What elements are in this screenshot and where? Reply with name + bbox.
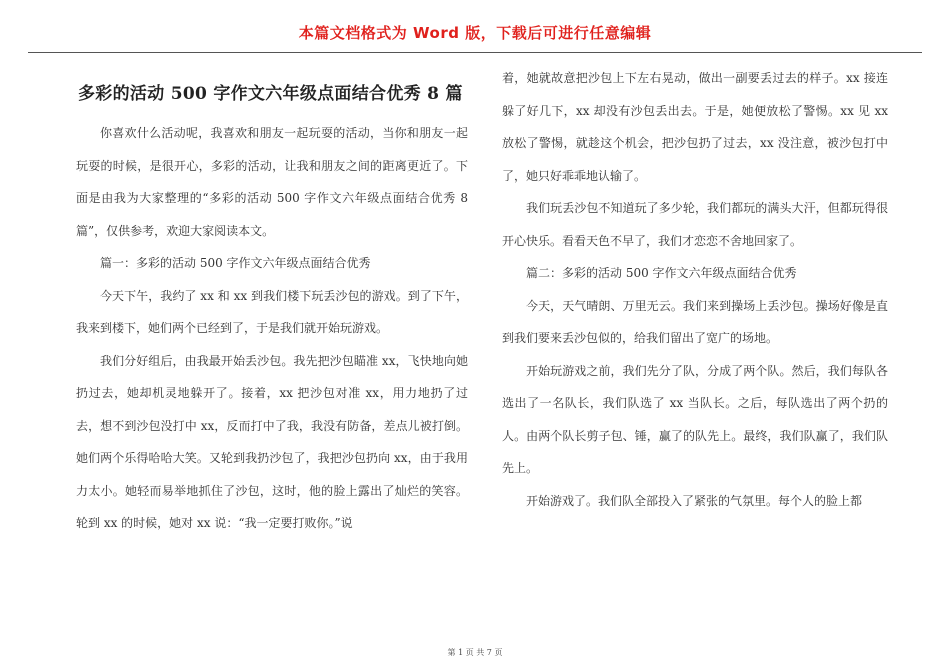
section-heading-1: 篇一：多彩的活动 500 字作文六年级点面结合优秀: [100, 256, 371, 270]
body-paragraph: 我们玩丢沙包不知道玩了多少轮，我们都玩的满头大汗，但都玩得很开心快乐。看看天色不早了，我们才恋恋不舍地回家了。: [502, 201, 888, 248]
body-paragraph: 今天下午，我约了 xx 和 xx 到我们楼下玩丢沙包的游戏。到了下午，我来到楼下，她们两个已经到了，于是我们就开始玩游戏。: [76, 288, 468, 335]
section-heading-2: 篇二：多彩的活动 500 字作文六年级点面结合优秀: [526, 266, 797, 280]
edit-notice-banner: 本篇文档格式为 Word 版，下载后可进行任意编辑: [298, 24, 652, 42]
body-paragraph: 今天，天气晴朗、万里无云。我们来到操场上丢沙包。操场好像是直到我们要来丢沙包似的，给我们留出了宽广的场地。: [502, 298, 888, 345]
body-paragraph: 开始玩游戏之前，我们先分了队，分成了两个队。然后，我们每队各选出了一名队长，我们队选了 xx 当队长。之后，每队选出了两个扔的人。由两个队长剪子包、锤，赢了的队先上。最终，我们队赢了，我们队先上。: [502, 363, 888, 475]
intro-paragraph: 你喜欢什么活动呢，我喜欢和朋友一起玩耍的活动，当你和朋友一起玩耍的时候，是很开心，多彩的活动，让我和朋友之间的距离更近了。下面是由我为大家整理的“多彩的活动 500 字作文六年级点面结合优秀 8 篇”，仅供参考，欢迎大家阅读本文。: [76, 126, 468, 238]
header-rule: [28, 52, 922, 53]
left-column: [76, 117, 468, 540]
right-column: [502, 62, 888, 517]
page-number: 第 1 页 共 7 页: [447, 648, 503, 657]
document-title: 多彩的活动 500 字作文六年级点面结合优秀 8 篇: [78, 84, 463, 104]
body-paragraph: 开始游戏了。我们队全部投入了紧张的气氛里。每个人的脸上都: [526, 493, 863, 508]
continued-paragraph: 着，她就故意把沙包上下左右晃动，做出一副要丢过去的样子。xx 接连躲了好几下，xx 却没有沙包丢出去。于是，她便放松了警惕。xx 见 xx 放松了警惕，就趁这个机会，把沙包扔了过去，xx 没注意，被沙包打中了，她只好乖乖地认输了。: [502, 71, 888, 183]
body-paragraph: 我们分好组后，由我最开始丢沙包。我先把沙包瞄准 xx，飞快地向她扔过去，她却机灵地躲开了。接着，xx 把沙包对准 xx，用力地扔了过去，想不到沙包没打中 xx，反而打中了我，我没有防备，差点儿被打倒。她们两个乐得哈哈大笑。又轮到我扔沙包了，我把沙包扔向 xx，由于我用力太小。她轻而易举地抓住了沙包，这时，他的脸上露出了灿烂的笑容。轮到 xx 的时候，她对 xx 说：“我一定要打败你。”说: [76, 353, 468, 530]
